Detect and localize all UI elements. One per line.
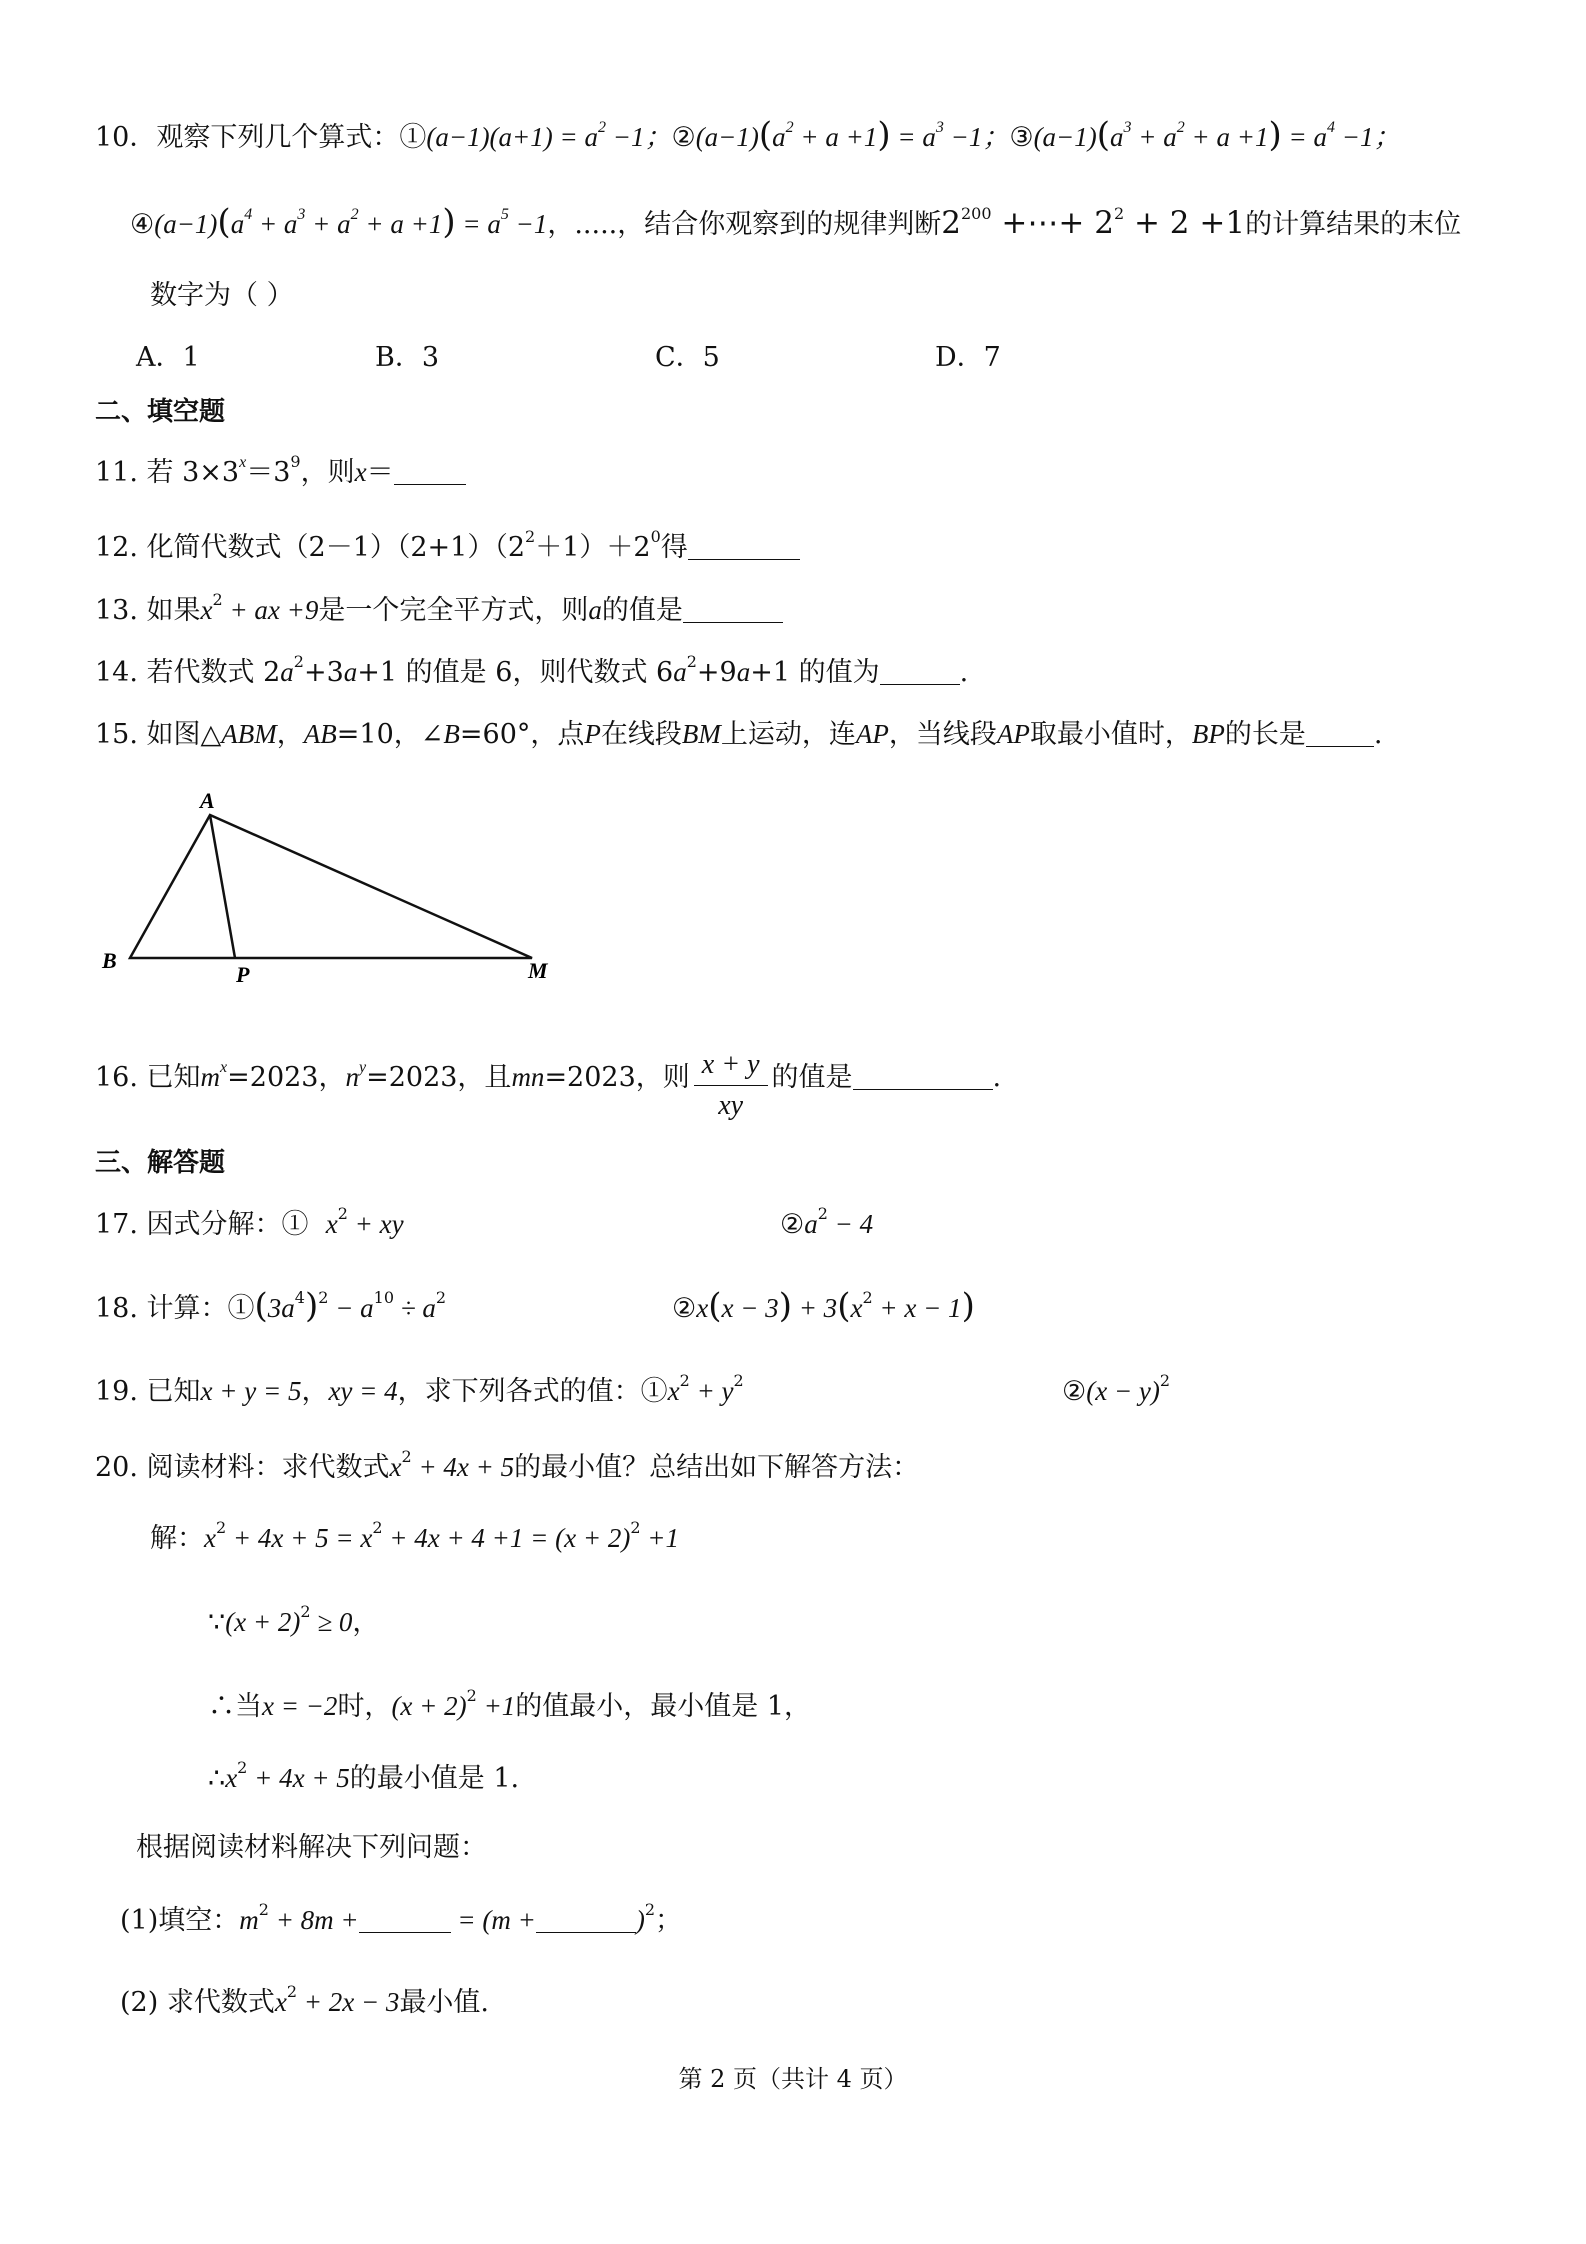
question-18: 18. 计算：$①(3a^4)^2 - a^{10} \div a^2$ — [95, 1286, 447, 1326]
section-fill-in-heading: 二、填空题 — [95, 397, 226, 427]
question-20-part-1: (1)填空：$m^2 + 8m$ + = $(m + )^2$； — [120, 1900, 683, 1936]
question-10-line-3: 数字为（ ） — [150, 280, 294, 311]
option-d: D．7 — [935, 342, 1001, 373]
question-10-line-2: $④(a-1)(a^4 + a^3 + a^2 + a +1) = a^5 -1$，.....，结合你观察到的规律判断$2^{200}$ +⋯+ $2^2 + 2 +1$的计算结果的末位 — [130, 202, 1462, 242]
page-footer: 第 2 页（共计 4 页） — [678, 2065, 908, 2093]
solution-step-4: $\therefore x^2 + 4x + 5$的最小值是 1. — [208, 1758, 520, 1794]
question-20: 20. 阅读材料：求代数式$x^2 + 4x + 5$的最小值？总结出如下解答方法： — [95, 1447, 920, 1483]
solution-step-3: ∴当x = −2时，$(x + 2)^2 +1$的值最小，最小值是 1， — [208, 1686, 812, 1722]
option-a: A．1 — [136, 342, 200, 373]
question-17-part-2: $②a^2 - 4$ — [780, 1204, 874, 1240]
fraction: $\frac{x + y}{xy}$ — [694, 1045, 768, 1126]
option-c: C．5 — [655, 342, 720, 373]
question-19: 19. 已知x + y = 5，xy = 4，求下列各式的值：$①x^2 + y^2$ — [95, 1371, 744, 1407]
question-13: 13. 如果$x^2$ + ax +9是一个完全平方式，则a的值是 — [95, 590, 783, 631]
segment-ap — [210, 815, 235, 958]
answer-blank[interactable] — [359, 1906, 451, 1933]
label-m: M — [528, 958, 548, 983]
question-17: 17. 因式分解：① $x^2$ + xy — [95, 1204, 404, 1240]
answer-blank[interactable] — [853, 1063, 993, 1090]
question-18-part-2: ②x(x − $3) + 3(x^2 + x - 1)$ — [672, 1286, 975, 1326]
label-p: P — [236, 962, 250, 987]
question-11: 11. 若 $3\times 3^x=3^9$，则x＝ — [95, 452, 466, 493]
question-14: 14. 若代数式 $2a^2+3a+1$ 的值是 6，则代数式 $6a^2+9a+1$ 的值为 . — [95, 652, 969, 688]
question-12: 12. 化简代数式$(2-1)(2+1)(2^2+1)+2^0$得 — [95, 528, 800, 568]
question-16: 16. 已知$m^x=2023$，$n^y=2023$，且mn=2023，则 $\frac{x + y}{xy}$ 的值是 . — [95, 1045, 1001, 1126]
answer-blank[interactable] — [536, 1906, 636, 1933]
question-10-line-1: 10．观察下列几个算式：①(a−1)(a+1) = $a^2 -1$；$②(a-1)(a^2 + a +1) = a^3 -1$；$③(a-1)(a^3 + a^2 + a +1) = a^4 -1$； — [95, 115, 1401, 155]
question-15: 15. 如图△ABM，AB=10，∠B=60°，点P在线段BM上运动，连AP，当线段AP取最小值时，BP的长是 . — [95, 719, 1383, 750]
question-20-part-2: (2) 求代数式$x^2 + 2x - 3$最小值. — [120, 1982, 490, 2018]
question-20-intro: 根据阅读材料解决下列问题： — [136, 1832, 487, 1863]
solution-step-2: ∵(x + 2)$^2$ ≥ 0， — [208, 1602, 380, 1638]
solution-step-1: 解：$x^2 + 4x + 5 = x^2 + 4x + 4 +1 = (x + 2)^2 +1$ — [150, 1518, 679, 1554]
section-answer-heading: 三、解答题 — [95, 1148, 226, 1178]
question-19-part-2: ②(x − y)$^2$ — [1062, 1371, 1171, 1407]
option-b: B．3 — [375, 342, 440, 373]
triangle-abm — [130, 815, 532, 958]
label-b: B — [102, 948, 117, 973]
label-a: A — [200, 788, 215, 813]
